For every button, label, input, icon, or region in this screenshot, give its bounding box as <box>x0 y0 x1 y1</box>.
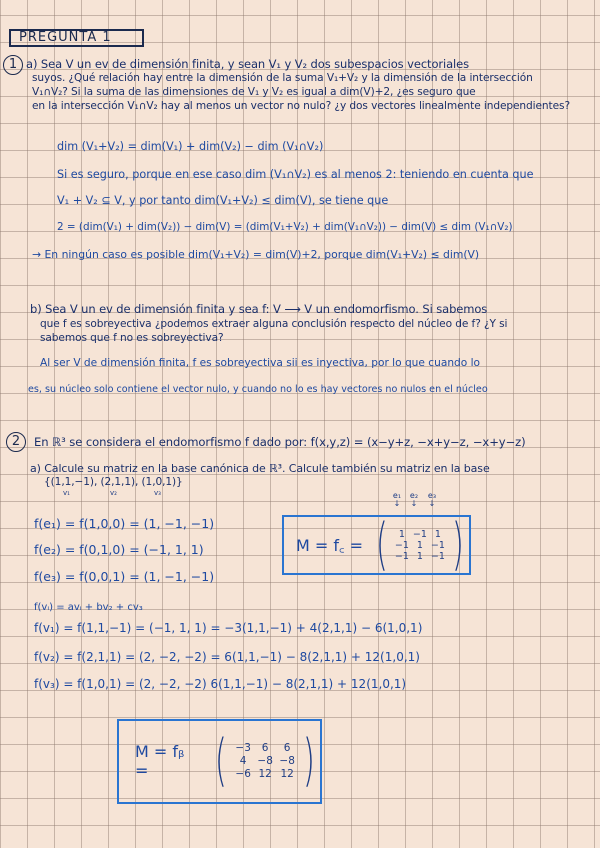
basis-image-v2: f(v₂) = f(2,1,1) = (2, −2, −2) = 6(1,1,−1) − 8(2,1,1) + 12(1,0,1) <box>34 650 420 664</box>
cell: −8 <box>279 754 295 767</box>
q1b-answer-line-2: es, su núcleo solo contiene el vector nulo, y cuando no lo es hay vectores no nulos en el núcleo <box>28 384 488 395</box>
q1b-prompt-line-1: b) Sea V un ev de dimensión finita y sea f: V ⟶ V un endomorfismo. Si sabemos <box>30 302 488 316</box>
basis-image-v3: f(v₃) = f(1,0,1) = (2, −2, −2) 6(1,1,−1) − 8(2,1,1) + 12(1,0,1) <box>34 677 407 691</box>
q1a-answer-line-3: V₁ + V₂ ⊆ V, y por tanto dim(V₁+V₂) ≤ dim(V), se tiene que <box>57 194 389 207</box>
cell: 6 <box>261 741 269 754</box>
question-title: PREGUNTA 1 <box>9 29 144 47</box>
basis-image-v1: f(v₁) = f(1,1,−1) = (−1, 1, 1) = −3(1,1,−1) + 4(2,1,1) − 6(1,0,1) <box>34 621 423 635</box>
q2-statement: En ℝ³ se considera el endomorfismo f dado por: f(x,y,z) = (x−y+z, −x+y−z, −x+y−z) <box>34 435 526 449</box>
cell: 4 <box>239 754 247 767</box>
cell: 12 <box>258 767 272 780</box>
q1a-prompt-line-2: suyos. ¿Qué relación hay entre la dimensión de la suma V₁+V₂ y la dimensión de la intersección <box>32 72 533 84</box>
cell: 1 <box>434 528 441 540</box>
canonical-matrix-values <box>393 529 447 562</box>
basis-label-v3: v₃ <box>154 489 161 497</box>
cell: −1 <box>394 539 409 551</box>
right-paren: ) <box>303 728 316 793</box>
canonical-image-e1: f(e₁) = f(1,0,0) = (1, −1, −1) <box>34 516 215 531</box>
cell: −1 <box>412 528 427 540</box>
basis-label-v1: v₁ <box>63 489 70 497</box>
canonical-image-e2: f(e₂) = f(0,1,0) = (−1, 1, 1) <box>34 542 204 557</box>
q1b-answer-line-1: Al ser V de dimensión finita, f es sobreyectiva sii es inyectiva, por lo que cuando lo <box>40 357 481 369</box>
q1a-answer-line-1: dim (V₁+V₂) = dim(V₁) + dim(V₂) − dim (V₁∩V₂) <box>57 140 324 153</box>
column-label-e1: e₁ ↓ <box>392 491 402 508</box>
q1a-answer-line-5: → En ningún caso es posible dim(V₁+V₂) = dim(V)+2, porque dim(V₁+V₂) ≤ dim(V) <box>32 248 480 261</box>
cell: 12 <box>280 767 294 780</box>
canonical-matrix <box>296 512 469 577</box>
q1a-prompt-line-3: V₁∩V₂? Si la suma de las dimensiones de V₁ y V₂ es igual a dim(V)+2, ¿es seguro que <box>32 86 476 98</box>
cell: −3 <box>235 741 251 754</box>
q1a-prompt-line-4: en la intersección V₁∩V₂ hay al menos un vector no nulo? ¿y dos vectores linealmente independientes? <box>32 100 570 112</box>
q2a-prompt-line-2: {(1,1,−1), (2,1,1), (1,0,1)} <box>44 476 183 488</box>
q1b-prompt-line-3: sabemos que f no es sobreyectiva? <box>40 332 224 344</box>
basis-label-v2: v₂ <box>110 489 117 497</box>
question-1-number: 1 <box>3 55 23 75</box>
q1b-prompt-line-2: que f es sobreyectiva ¿podemos extraer alguna conclusión respecto del núcleo de f? ¿Y si <box>40 318 508 330</box>
cell: −1 <box>394 550 409 562</box>
column-label-e2: e₂ ↓ <box>409 491 419 508</box>
basis-image-general: f(vᵢ) = avᵢ + bv₂ + cv₃ <box>34 602 143 613</box>
question-2-number: 2 <box>6 432 26 452</box>
cell: 1 <box>416 539 423 551</box>
cell: 6 <box>283 741 291 754</box>
cell: −8 <box>257 754 273 767</box>
q1a-answer-line-4: 2 = (dim(V₁) + dim(V₂)) − dim(V) = (dim(V₁+V₂) + dim(V₁∩V₂)) − dim(V) ≤ dim (V₁∩V₂) <box>57 221 513 233</box>
basis-matrix <box>135 728 320 793</box>
canonical-image-e3: f(e₃) = f(0,0,1) = (1, −1, −1) <box>34 569 215 584</box>
basis-matrix-box <box>117 719 322 804</box>
left-paren: ( <box>375 512 388 577</box>
left-paren: ( <box>215 728 228 793</box>
canonical-matrix-box <box>282 512 471 577</box>
q1a-answer-line-2: Si es seguro, porque en ese caso dim (V₁∩V₂) es al menos 2: teniendo en cuenta que <box>57 168 534 181</box>
cell: 1 <box>416 550 423 562</box>
cell: −1 <box>430 539 445 551</box>
cell: 1 <box>398 528 405 540</box>
right-paren: ) <box>451 512 464 577</box>
basis-matrix-label: M = fᵦ = <box>135 742 185 780</box>
q1a-prompt-line-1: a) Sea V un ev de dimensión finita, y sean V₁ y V₂ dos subespacios vectoriales <box>26 57 470 71</box>
cell: −6 <box>235 767 251 780</box>
column-label-e3: e₃ ↓ <box>427 491 437 508</box>
cell: −1 <box>430 550 445 562</box>
basis-matrix-values <box>232 742 298 781</box>
canonical-matrix-label: M = f꜀ = <box>296 536 364 555</box>
q2a-prompt-line-1: a) Calcule su matriz en la base canónica de ℝ³. Calcule también su matriz en la base <box>30 462 490 475</box>
